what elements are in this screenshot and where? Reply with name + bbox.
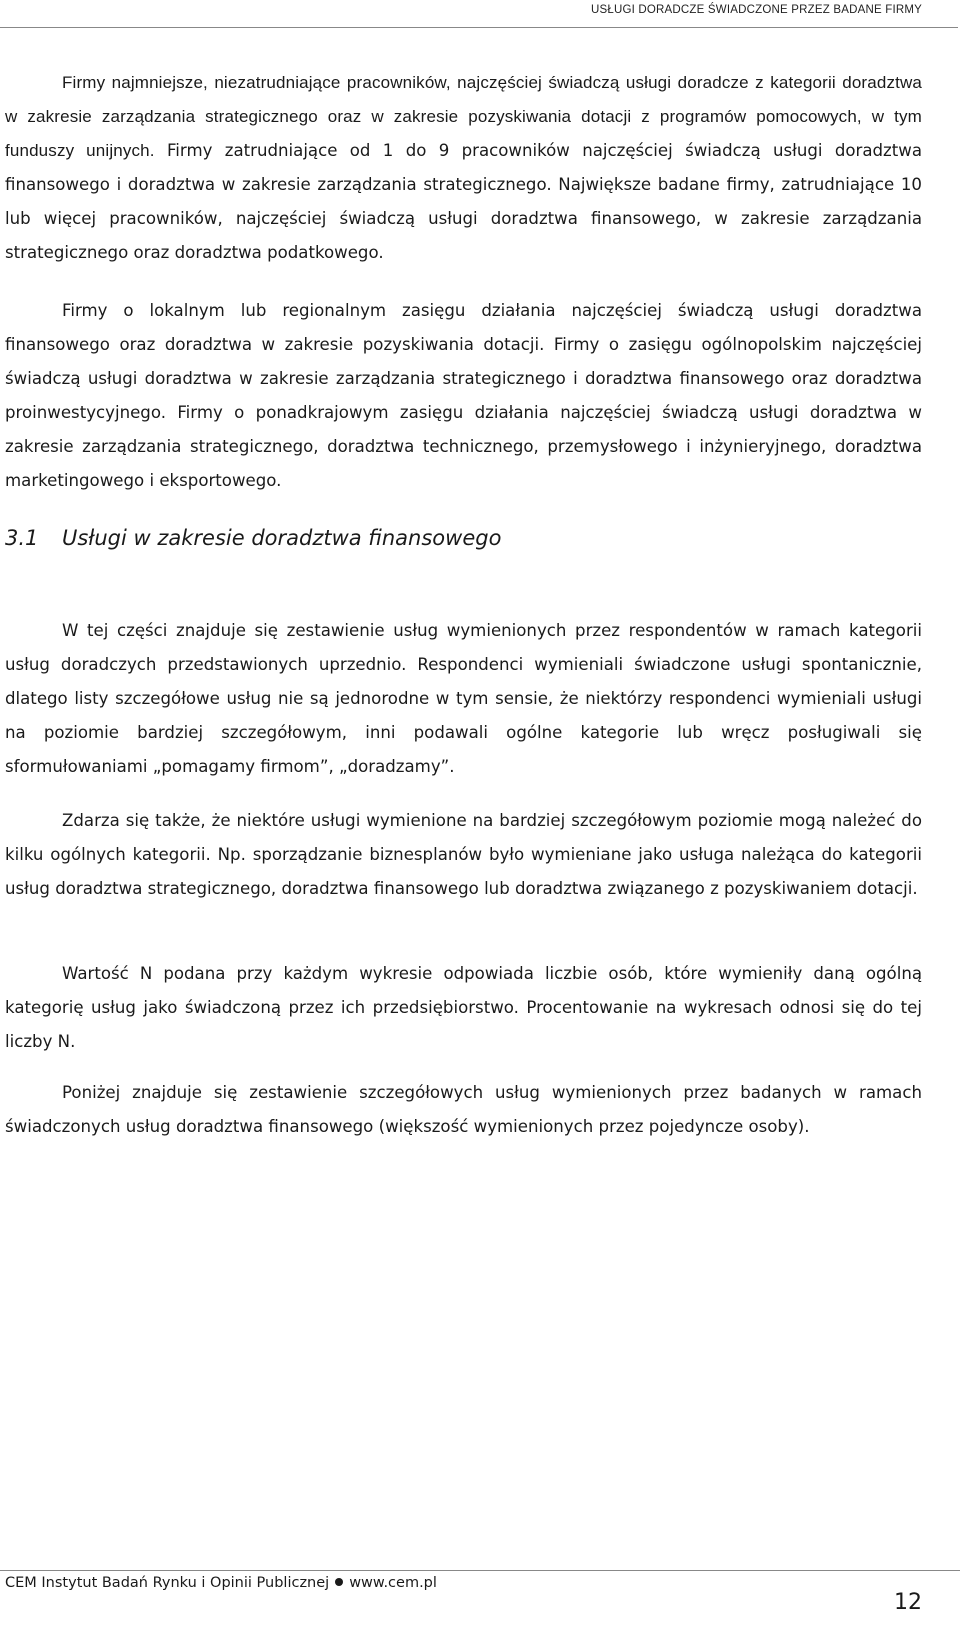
body-paragraph-1: W tej części znajduje się zestawienie usług wymienionych przez respondentów w ramach kategorii usług doradczych przedstawionych uprzednio. Respondenci wymieniali świadczone usługi spontanicznie, dlatego listy szczegółowe usług nie są jednorodne w tym sensie, że niektórzy respondenci wymieniali usługi na poziomie bardziej szczegółowym, inni podawali ogólne kategorie lub wręcz posługiwali się sformułowaniami „pomagamy firmom”, „doradzamy”. — [5, 621, 922, 776]
body-paragraph-1-block — [5, 614, 922, 784]
page-number: 12 — [894, 1590, 922, 1615]
intro-block-2 — [5, 294, 922, 498]
body-paragraph-2-block — [5, 804, 922, 906]
section-number: 3.1 — [5, 526, 39, 550]
intro-paragraph-1-part-b: Firmy zatrudniające od 1 do 9 pracowników najczęściej świadczą usługi doradztwa finansowego i doradztwa w zakresie zarządzania strategicznego. Największe badane firmy, zatrudniające 10 lub więcej pracowników, najczęściej świadczą usługi doradztwa finansowego, w zakresie zarządzania strategicznego oraz doradztwa podatkowego. — [5, 141, 922, 262]
intro-paragraph-1 — [5, 66, 922, 270]
body-paragraph-4-block — [5, 1076, 922, 1144]
footer — [5, 1575, 437, 1591]
footer-website-link[interactable]: www.cem.pl — [349, 1575, 437, 1591]
bullet-dot-icon — [335, 1578, 343, 1586]
intro-block — [5, 66, 922, 270]
section-title: Usługi w zakresie doradztwa finansowego — [62, 526, 502, 550]
body-paragraph-3-block — [5, 957, 922, 1059]
section-heading — [5, 526, 501, 550]
footer-divider — [0, 1570, 960, 1571]
body-paragraph-3: Wartość N podana przy każdym wykresie odpowiada liczbie osób, które wymieniły daną ogólną kategorię usług jako świadczoną przez ich przedsiębiorstwo. Procentowanie na wykresach odnosi się do tej liczby N. — [5, 964, 922, 1051]
header-divider — [0, 27, 958, 28]
body-paragraph-2: Zdarza się także, że niektóre usługi wymienione na bardziej szczegółowym poziomie mogą należeć do kilku ogólnych kategorii. Np. sporządzanie biznesplanów było wymieniane jako usługa należąca do kategorii usług doradztwa strategicznego, doradztwa finansowego lub doradztwa związanego z pozyskiwaniem dotacji. — [5, 811, 922, 898]
footer-organization: CEM Instytut Badań Rynku i Opinii Publicznej — [5, 1575, 330, 1591]
intro-paragraph-1-part-a: Firmy najmniejsze, niezatrudniające pracowników, najczęściej świadczą usługi doradcze z kategorii doradztwa w zakresie zarządzania strategicznego oraz w zakresie pozyskiwania dotacji z programów pomocowych, w tym funduszy unijnych. — [5, 73, 922, 160]
body-paragraph-4: Poniżej znajduje się zestawienie szczegółowych usług wymienionych przez badanych w ramach świadczonych usług doradztwa finansowego (większość wymienionych przez pojedyncze osoby). — [5, 1083, 922, 1136]
intro-paragraph-2: Firmy o lokalnym lub regionalnym zasięgu działania najczęściej świadczą usługi doradztwa finansowego oraz doradztwa w zakresie pozyskiwania dotacji. Firmy o zasięgu ogólnopolskim najczęściej świadczą usługi doradztwa w zakresie zarządzania strategicznego i doradztwa finansowego oraz doradztwa proinwestycyjnego. Firmy o ponadkrajowym zasięgu działania najczęściej świadczą usługi doradztwa w zakresie zarządzania strategicznego, doradztwa technicznego, przemysłowego i inżynieryjnego, doradztwa marketingowego i eksportowego. — [5, 301, 922, 490]
running-header: USŁUGI DORADCZE ŚWIADCZONE PRZEZ BADANE FIRMY — [590, 4, 922, 16]
